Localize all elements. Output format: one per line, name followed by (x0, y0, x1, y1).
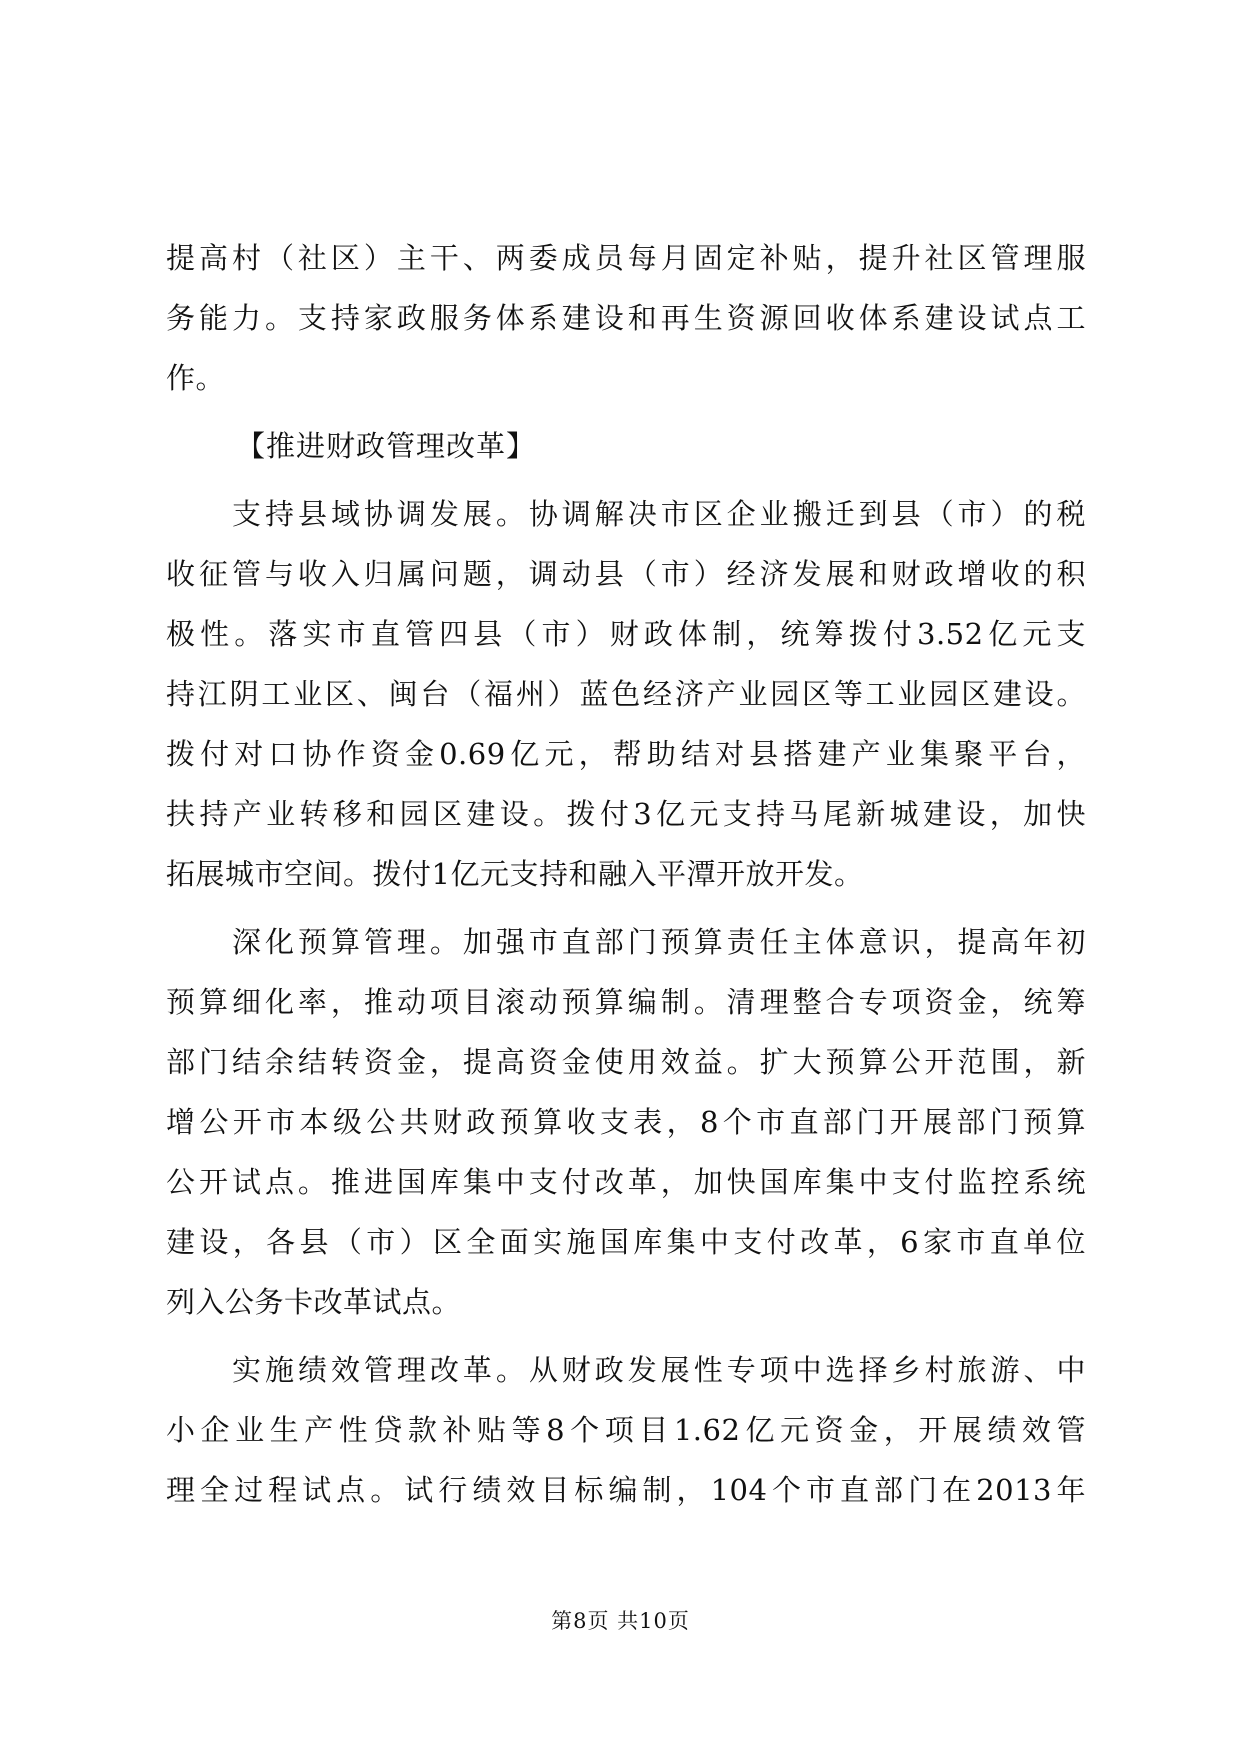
paragraph-county-development (166, 484, 1086, 904)
text-line: 理全过程试点。试行绩效目标编制，104个市直部门在2013年 (166, 1473, 1086, 1507)
text-line: 深化预算管理。加强市直部门预算责任主体意识，提高年初 (232, 925, 1086, 959)
text-line: 小企业生产性贷款补贴等8个项目1.62亿元资金，开展绩效管 (166, 1413, 1086, 1447)
text-line: 建设，各县（市）区全面实施国库集中支付改革，6家市直单位 (166, 1225, 1086, 1259)
text-line: 实施绩效管理改革。从财政发展性专项中选择乡村旅游、中 (232, 1353, 1086, 1387)
text-line: 支持县域协调发展。协调解决市区企业搬迁到县（市）的税 (232, 497, 1086, 531)
text-line: 极性。落实市直管四县（市）财政体制，统筹拨付3.52亿元支 (166, 617, 1086, 651)
text-line: 收征管与收入归属问题，调动县（市）经济发展和财政增收的积 (166, 557, 1086, 591)
paragraph-continued (166, 228, 1086, 408)
text-line: 列入公务卡改革试点。 (166, 1285, 462, 1319)
text-line: 作。 (166, 361, 226, 395)
text-line: 拓展城市空间。拨付1亿元支持和融入平潭开放开发。 (166, 857, 864, 891)
text-line: 增公开市本级公共财政预算收支表，8个市直部门开展部门预算 (166, 1105, 1086, 1139)
text-line: 预算细化率，推动项目滚动预算编制。清理整合专项资金，统筹 (166, 985, 1086, 1019)
document-body (166, 228, 1086, 1528)
section-heading: 【推进财政管理改革】 (236, 429, 537, 463)
text-line: 部门结余结转资金，提高资金使用效益。扩大预算公开范围，新 (166, 1045, 1086, 1079)
paragraph-performance-reform (166, 1340, 1086, 1520)
text-line: 提高村（社区）主干、两委成员每月固定补贴，提升社区管理服 (166, 241, 1086, 275)
text-line: 扶持产业转移和园区建设。拨付3亿元支持马尾新城建设，加快 (166, 797, 1086, 831)
paragraph-budget-management (166, 912, 1086, 1332)
page-number-footer: 第8页 共10页 (551, 1609, 690, 1633)
text-line: 持江阴工业区、闽台（福州）蓝色经济产业园区等工业园区建设。 (166, 677, 1086, 711)
text-line: 拨付对口协作资金0.69亿元，帮助结对县搭建产业集聚平台， (166, 737, 1086, 771)
text-line: 公开试点。推进国库集中支付改革，加快国库集中支付监控系统 (166, 1165, 1086, 1199)
text-line: 务能力。支持家政服务体系建设和再生资源回收体系建设试点工 (166, 301, 1086, 335)
